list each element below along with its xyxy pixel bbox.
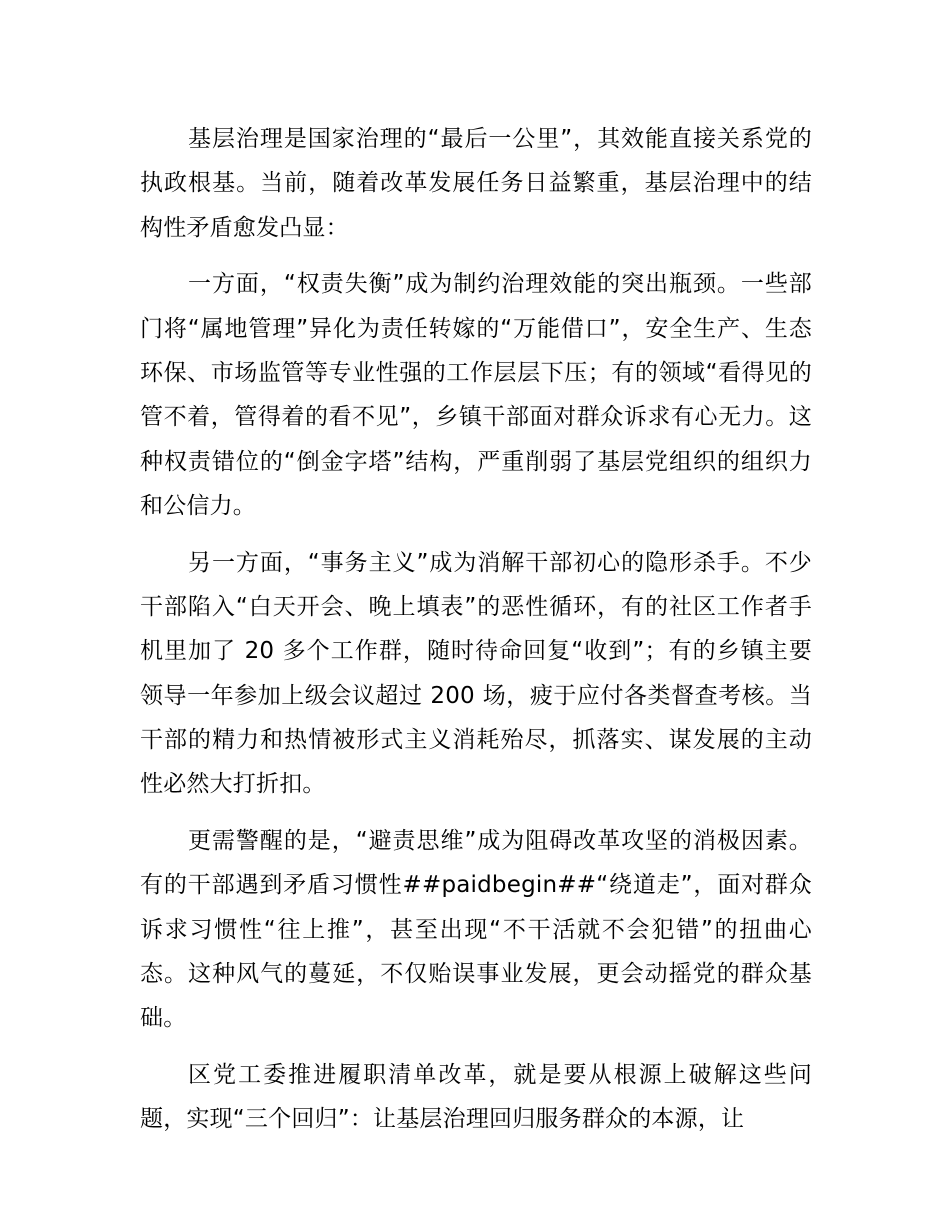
paragraph-reform: 区党工委推进履职清单改革，就是要从根源上破解这些问题，实现“三个回归”：让基层治理回归服务群众的本源，让 bbox=[140, 1061, 812, 1133]
paragraph-power-responsibility-imbalance: 一方面，“权责失衡”成为制约治理效能的突出瓶颈。一些部门将“属地管理”异化为责任转嫁的“万能借口”，安全生产、生态环保、市场监管等专业性强的工作层层下压；有的领域“看得见的管不着，管得着的看不见”，乡镇干部面对群众诉求有心无力。这种权责错位的“倒金字塔”结构，严重削弱了基层党组织的组织力和公信力。 bbox=[140, 271, 812, 519]
paragraph-intro: 基层治理是国家治理的“最后一公里”，其效能直接关系党的执政根基。当前，随着改革发展任务日益繁重，基层治理中的结构性矛盾愈发凸显： bbox=[140, 126, 812, 241]
paragraph-blame-avoidance: 更需警醒的是，“避责思维”成为阻碍改革攻坚的消极因素。有的干部遇到矛盾习惯性##paidbegin##“绕道走”，面对群众诉求习惯性“往上推”，甚至出现“不干活就不会犯错”的扭曲心态。这种风气的蔓延，不仅贻误事业发展，更会动摇党的群众基础。 bbox=[140, 827, 812, 1032]
document-body bbox=[140, 117, 812, 1154]
paragraph-routinism: 另一方面，“事务主义”成为消解干部初心的隐形杀手。不少干部陷入“白天开会、晚上填表”的恶性循环，有的社区工作者手机里加了 20 多个工作群，随时待命回复“收到”；有的乡镇主要领导一年参加上级会议超过 200 场，疲于应付各类督查考核。当干部的精力和热情被形式主义消耗殆尽，抓落实、谋发展的主动性必然大打折扣。 bbox=[140, 549, 812, 798]
